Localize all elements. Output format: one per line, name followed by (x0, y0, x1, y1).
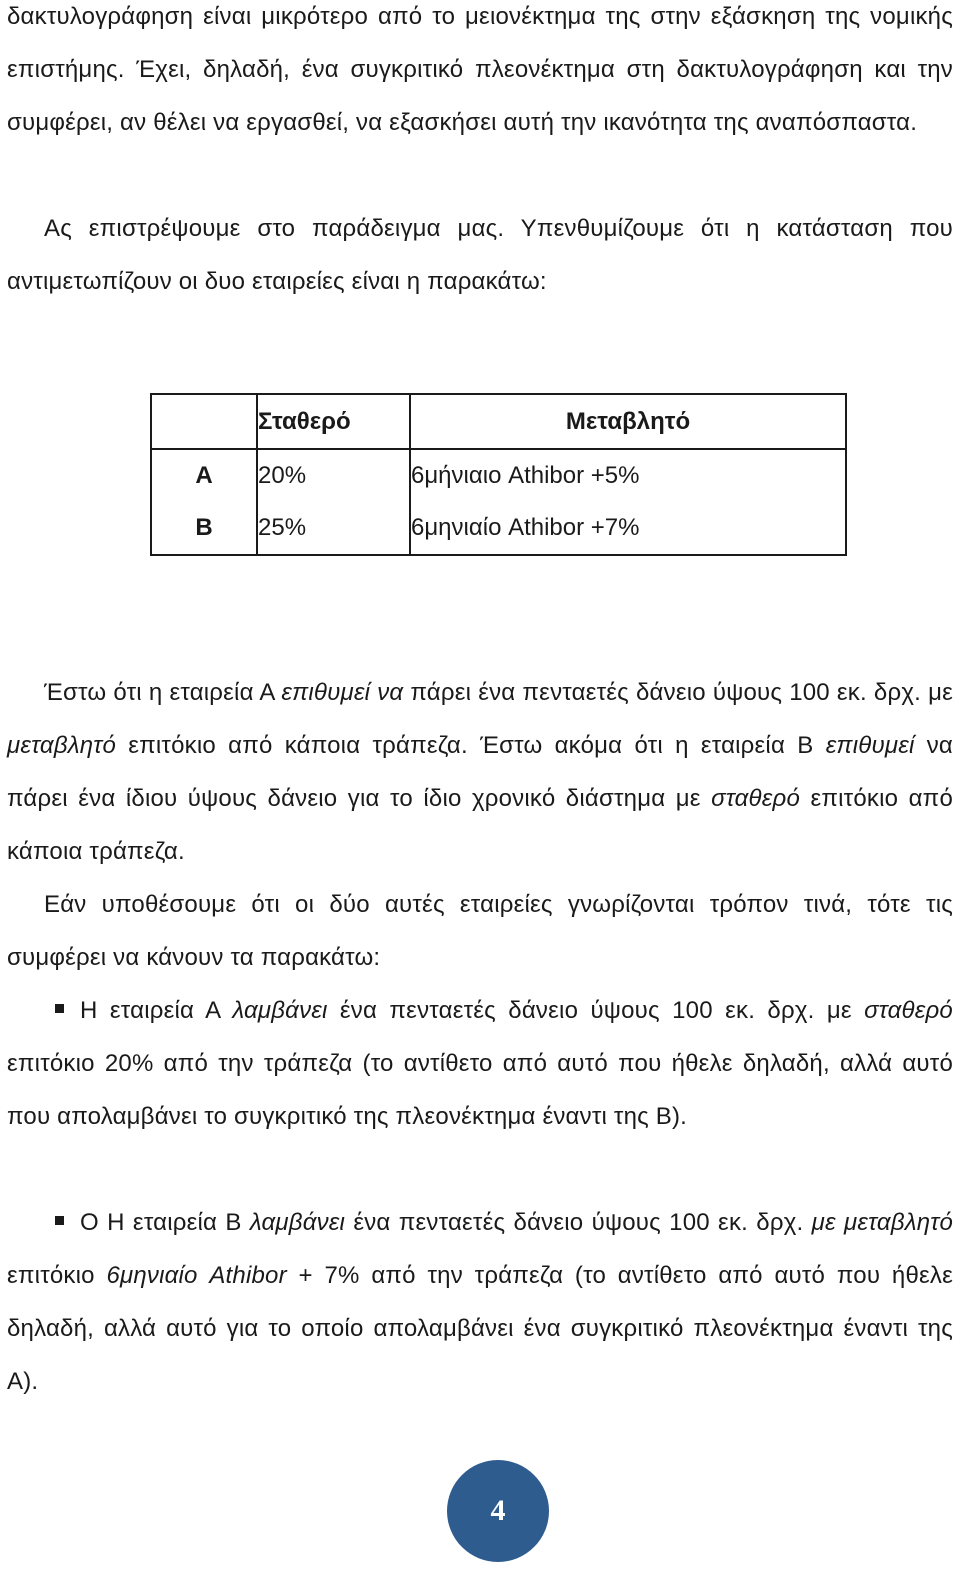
text-run: + 7% από την τράπεζα (το αντίθετο από αυτό που ήθελε δηλαδή, αλλά αυτό για το οποίο απολαμβάνει ένα συγκριτικό πλεονέκτημα έναντι της Α). (7, 1262, 953, 1395)
bullet-item-1 (7, 984, 953, 1143)
paragraph-1: δακτυλογράφηση είναι μικρότερο από το μειονέκτημα της στην εξάσκηση της νομικής επιστήμης. Έχει, δηλαδή, ένα συγκριτικό πλεονέκτημα στη δακτυλογράφηση και την συμφέρει, αν θέλει να εργασθεί, να εξασκήσει αυτή την ικανότητα της αναπόσπαστα. (7, 3, 953, 136)
emphasis-text: επιθυμεί να (281, 679, 404, 706)
table-header-row (151, 394, 846, 449)
text-run: ένα πενταετές δάνειο ύψους 100 εκ. δρχ. με (327, 997, 865, 1024)
emphasis-text: επιθυμεί (825, 732, 915, 759)
emphasis-text: σταθερό (711, 785, 801, 812)
paragraph-4: Εάν υποθέσουμε ότι οι δύο αυτές εταιρείες γνωρίζονται τρόπον τινά, τότε τις συμφέρει να κάνουν τα παρακάτω: (7, 891, 953, 971)
table-header-company (151, 394, 257, 449)
table-cell-variable: 6μηνιαίο Athibor +7% (411, 514, 640, 541)
table-row (151, 502, 846, 555)
table-cell-fixed: 20% (257, 449, 410, 502)
text-run: Ο Η εταιρεία Β (80, 1209, 250, 1236)
emphasis-text: σταθερό (864, 997, 953, 1024)
table-cell-variable: 6μήνιαιο Athibor +5% (411, 462, 640, 489)
text-run: πάρει ένα πενταετές δάνειο ύψους 100 εκ. δρχ. με (403, 679, 953, 706)
text-run: επιτόκιο από κάποια τράπεζα. Έστω ακόμα ότι η εταιρεία Β (116, 732, 826, 759)
emphasis-text: μεταβλητό (7, 732, 116, 759)
text-run: επιτόκιο από κάποια τράπεζα. (7, 785, 953, 865)
table-header-variable: Μεταβλητό (410, 394, 846, 449)
table-row (151, 449, 846, 502)
paragraph-2: Ας επιστρέψουμε στο παράδειγμα μας. Υπενθυμίζουμε ότι η κατάσταση που αντιμετωπίζουν οι δυο εταιρείες είναι η παρακάτω: (7, 215, 953, 295)
table-cell-company: A (151, 449, 257, 502)
emphasis-text: λαμβάνει (232, 997, 328, 1024)
text-run: ένα πενταετές δάνειο ύψους 100 εκ. δρχ. (345, 1209, 812, 1236)
page-number-badge: 4 (447, 1460, 549, 1562)
emphasis-text: λαμβάνει (249, 1209, 346, 1236)
emphasis-text: με μεταβλητό (811, 1209, 953, 1236)
text-run: Η εταιρεία Α (80, 997, 233, 1024)
text-run: Έστω ότι η εταιρεία Α (44, 679, 282, 706)
text-run: επιτόκιο (7, 1262, 107, 1289)
table-cell-fixed: 25% (257, 502, 410, 555)
text-run: να πάρει ένα ίδιου ύψους δάνειο για το ίδιο χρονικό διάστημα με (7, 732, 953, 812)
interest-rate-table (150, 393, 847, 556)
table-cell-company: B (151, 502, 257, 555)
bullet-item-2 (7, 1196, 953, 1408)
paragraph-3 (7, 666, 953, 878)
text-run: επιτόκιο 20% από την τράπεζα (το αντίθετο από αυτό που ήθελε δηλαδή, αλλά αυτό που απολαμβάνει το συγκριτικό της πλεονέκτημα έναντι της Β). (7, 1050, 953, 1130)
table-header-fixed: Σταθερό (257, 394, 410, 449)
emphasis-text: 6μηνιαίο Athibor (106, 1262, 287, 1289)
